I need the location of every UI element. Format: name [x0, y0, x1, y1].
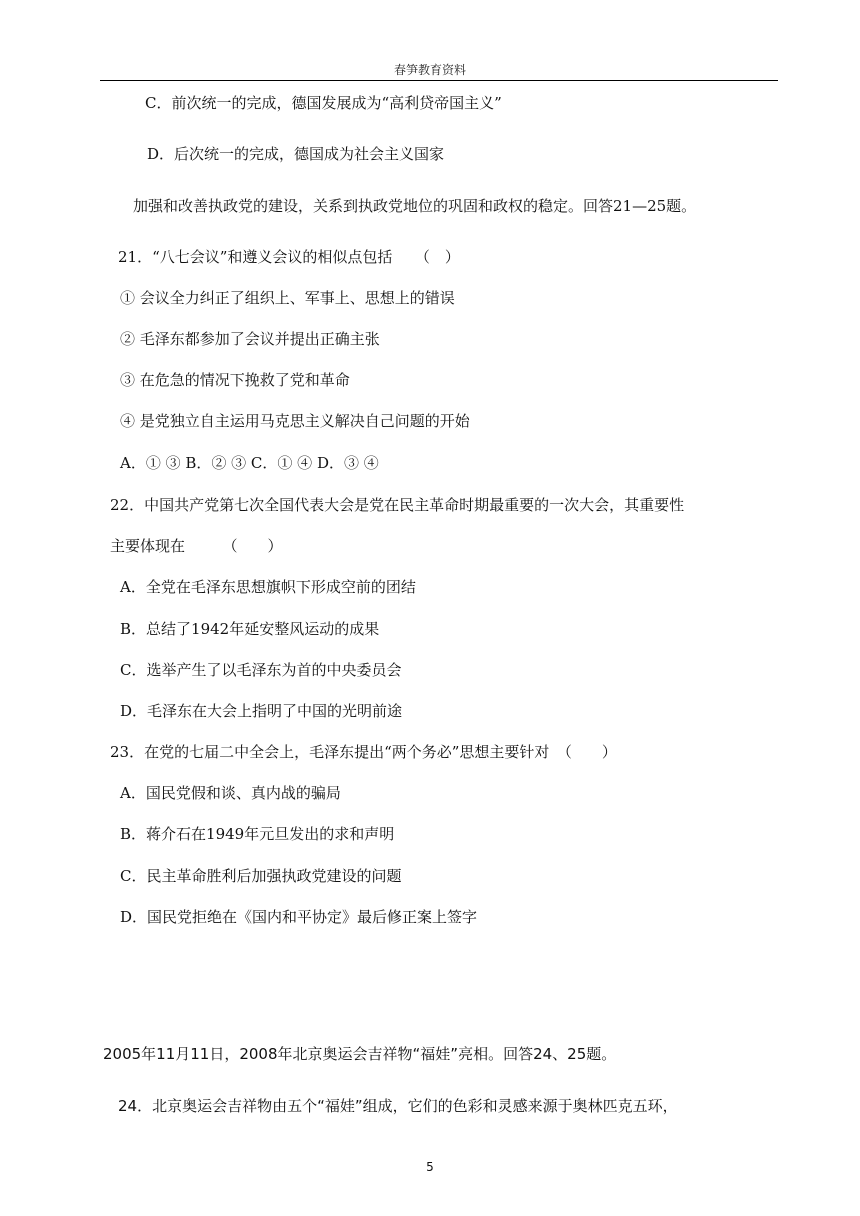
option-23d: D．国民党拒绝在《国内和平协定》最后修正案上签字 [120, 908, 478, 926]
statement-21-4: ④ 是党独立自主运用马克思主义解决自己问题的开始 [120, 412, 470, 430]
option-23b: B．蒋介石在1949年元旦发出的求和声明 [120, 825, 395, 843]
option-23a: A．国民党假和谈、真内战的骗局 [120, 784, 341, 802]
section-intro-21-25: 加强和改善执政党的建设，关系到执政党地位的巩固和政权的稳定。回答21—25题。 [133, 197, 697, 215]
options-21: A．① ③ B．② ③ C．① ④ D．③ ④ [120, 454, 379, 472]
option-20d: D．后次统一的完成，德国成为社会主义国家 [147, 145, 445, 163]
question-21: 21．“八七会议”和遵义会议的相似点包括 （ ） [118, 248, 460, 266]
page-number: 5 [426, 1160, 434, 1174]
page-header: 春笋教育资料 [393, 63, 466, 77]
header-rule [100, 80, 778, 81]
section-intro-24-25: 2005年11月11日，2008年北京奥运会吉祥物“福娃”亮相。回答24、25题。 [103, 1045, 617, 1063]
question-23: 23．在党的七届二中全会上，毛泽东提出“两个务必”思想主要针对 （ ） [110, 743, 617, 761]
statement-21-2: ② 毛泽东都参加了会议并提出正确主张 [120, 330, 380, 348]
statement-21-1: ① 会议全力纠正了组织上、军事上、思想上的错误 [120, 289, 455, 307]
option-23c: C．民主革命胜利后加强执政党建设的问题 [120, 867, 402, 885]
option-22b: B．总结了1942年延安整风运动的成果 [120, 620, 380, 638]
option-22d: D．毛泽东在大会上指明了中国的光明前途 [120, 702, 403, 720]
option-22a: A．全党在毛泽东思想旗帜下形成空前的团结 [120, 578, 416, 596]
question-22-cont: 主要体现在 （ ） [110, 537, 283, 555]
option-20c: C．前次统一的完成，德国发展成为“高利贷帝国主义” [145, 94, 502, 112]
question-22: 22．中国共产党第七次全国代表大会是党在民主革命时期最重要的一次大会，其重要性 [110, 496, 685, 514]
option-22c: C．选举产生了以毛泽东为首的中央委员会 [120, 661, 402, 679]
question-24: 24．北京奥运会吉祥物由五个“福娃”组成，它们的色彩和灵感来源于奥林匹克五环， [118, 1097, 678, 1115]
statement-21-3: ③ 在危急的情况下挽救了党和革命 [120, 371, 350, 389]
